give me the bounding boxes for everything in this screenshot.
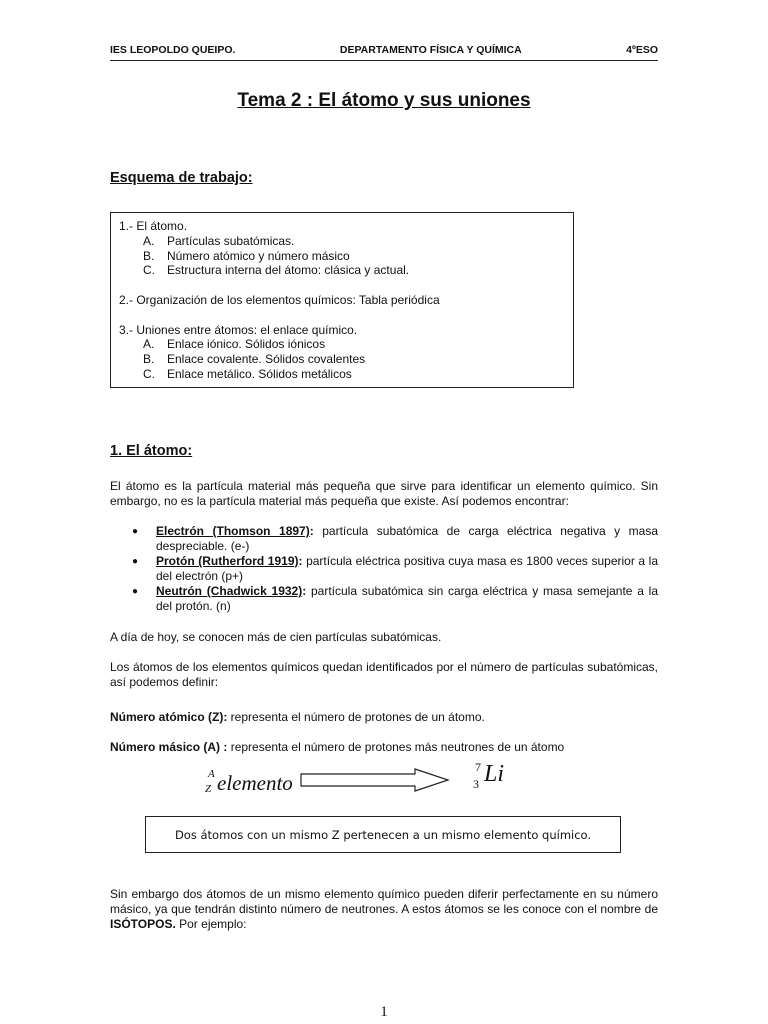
today-paragraph: A día de hoy, se conocen más de cien partículas subatómicas. xyxy=(110,630,442,644)
outline-item-text: Estructura interna del átomo: clásica y actual. xyxy=(167,263,410,278)
list-item xyxy=(110,584,658,614)
isotopes-term: ISÓTOPOS. xyxy=(110,917,176,931)
bullet-icon: ● xyxy=(132,556,139,567)
outline-item-text: Número atómico y número másico xyxy=(167,248,350,263)
outline-item-letter: A. xyxy=(143,233,155,248)
bullet-icon: ● xyxy=(132,586,139,597)
outline-item-text: Enlace metálico. Sólidos metálicos xyxy=(167,366,352,381)
definition-text: representa el número de protones de un átomo. xyxy=(227,710,485,724)
term-colon: : xyxy=(302,584,307,598)
outline-section-label: 3.- Uniones entre átomos: el enlace químico. xyxy=(119,322,358,337)
course-level: 4ºESO xyxy=(626,44,658,56)
define-paragraph: Los átomos de los elementos químicos quedan identificados por el número de partículas subatómicas, así podemos definir: xyxy=(110,660,658,689)
outline-heading: Esquema de trabajo: xyxy=(110,170,253,186)
outline-item xyxy=(119,249,565,264)
definition-text: representa el número de protones más neutrones de un átomo xyxy=(227,740,565,754)
page-number: 1 xyxy=(380,1004,388,1020)
particle-term: Protón (Rutherford 1919) xyxy=(156,554,299,568)
outline-section-label: 1.- El átomo. xyxy=(119,219,188,233)
outline-item xyxy=(119,234,565,249)
particle-description: partícula subatómica sin carga eléctrica y masa semejante a la del protón. (n) xyxy=(156,584,658,613)
outline-item-letter: C. xyxy=(143,263,155,278)
particle-description: partícula subatómica de carga eléctrica negativa y masa despreciable. (e-) xyxy=(156,524,658,553)
list-item xyxy=(110,524,658,554)
atomic-number-definition xyxy=(110,710,658,725)
particle-term: Neutrón (Chadwick 1932) xyxy=(156,584,303,598)
school-name: IES LEOPOLDO QUEIPO. xyxy=(110,44,236,56)
outline-section xyxy=(119,293,565,308)
callout-box: Dos átomos con un mismo Z pertenecen a un mismo elemento químico. xyxy=(145,816,621,853)
term-colon: : xyxy=(298,554,303,568)
term-colon: : xyxy=(309,524,314,538)
isotopes-text: Sin embargo dos átomos de un mismo elemento químico pueden diferir perfectamente en su número másico, ya que tendrán distinto número de neutrones. A estos átomos se les conoce con el nombre de xyxy=(110,887,658,916)
header-divider xyxy=(110,60,658,61)
atomic-number-symbol: Z xyxy=(205,783,212,795)
outline-item-letter: C. xyxy=(143,366,155,381)
outline-item xyxy=(119,337,565,352)
isotopes-text-end: Por ejemplo: xyxy=(175,917,247,931)
mass-number-definition xyxy=(110,740,658,755)
atomic-number-value: 3 xyxy=(473,777,479,791)
outline-item-letter: B. xyxy=(143,352,155,367)
definition-term: Número atómico (Z): xyxy=(110,710,228,724)
definition-term: Número másico (A) : xyxy=(110,740,228,754)
outline-section xyxy=(119,323,565,382)
particle-description: partícula eléctrica positiva cuya masa es 1800 veces superior a la del electrón (p+) xyxy=(156,554,658,583)
right-arrow-icon xyxy=(300,768,450,792)
department-name: DEPARTAMENTO FÍSICA Y QUÍMICA xyxy=(339,44,522,56)
element-symbol: elemento xyxy=(217,771,293,795)
outline-box xyxy=(110,212,574,388)
outline-item xyxy=(119,367,565,382)
mass-number-value: 7 xyxy=(475,760,481,774)
outline-section-label: 2.- Organización de los elementos químicos: Tabla periódica xyxy=(119,292,440,307)
outline-item-text: Partículas subatómicas. xyxy=(167,233,295,248)
intro-paragraph: El átomo es la partícula material más pequeña que sirve para identificar un elemento químico. Sin embargo, no es la partícula material más pequeña que existe. Así podemos encontrar: xyxy=(110,479,658,508)
particle-list xyxy=(110,524,658,614)
outline-section xyxy=(119,219,565,278)
page-title: Tema 2 : El átomo y sus uniones xyxy=(237,90,531,111)
isotopes-paragraph xyxy=(110,887,658,932)
page-header xyxy=(110,44,658,56)
outline-item xyxy=(119,352,565,367)
section-heading: 1. El átomo: xyxy=(110,443,193,459)
outline-item xyxy=(119,263,565,278)
outline-item-text: Enlace iónico. Sólidos iónicos xyxy=(167,337,326,352)
particle-term: Electrón (Thomson 1897) xyxy=(156,524,310,538)
element-symbol: Li xyxy=(484,761,505,787)
bullet-icon: ● xyxy=(132,526,139,537)
list-item xyxy=(110,554,658,584)
mass-number-symbol: A xyxy=(208,768,215,780)
outline-item-text: Enlace covalente. Sólidos covalentes xyxy=(167,352,366,367)
outline-item-letter: A. xyxy=(143,337,155,352)
outline-item-letter: B. xyxy=(143,248,155,263)
